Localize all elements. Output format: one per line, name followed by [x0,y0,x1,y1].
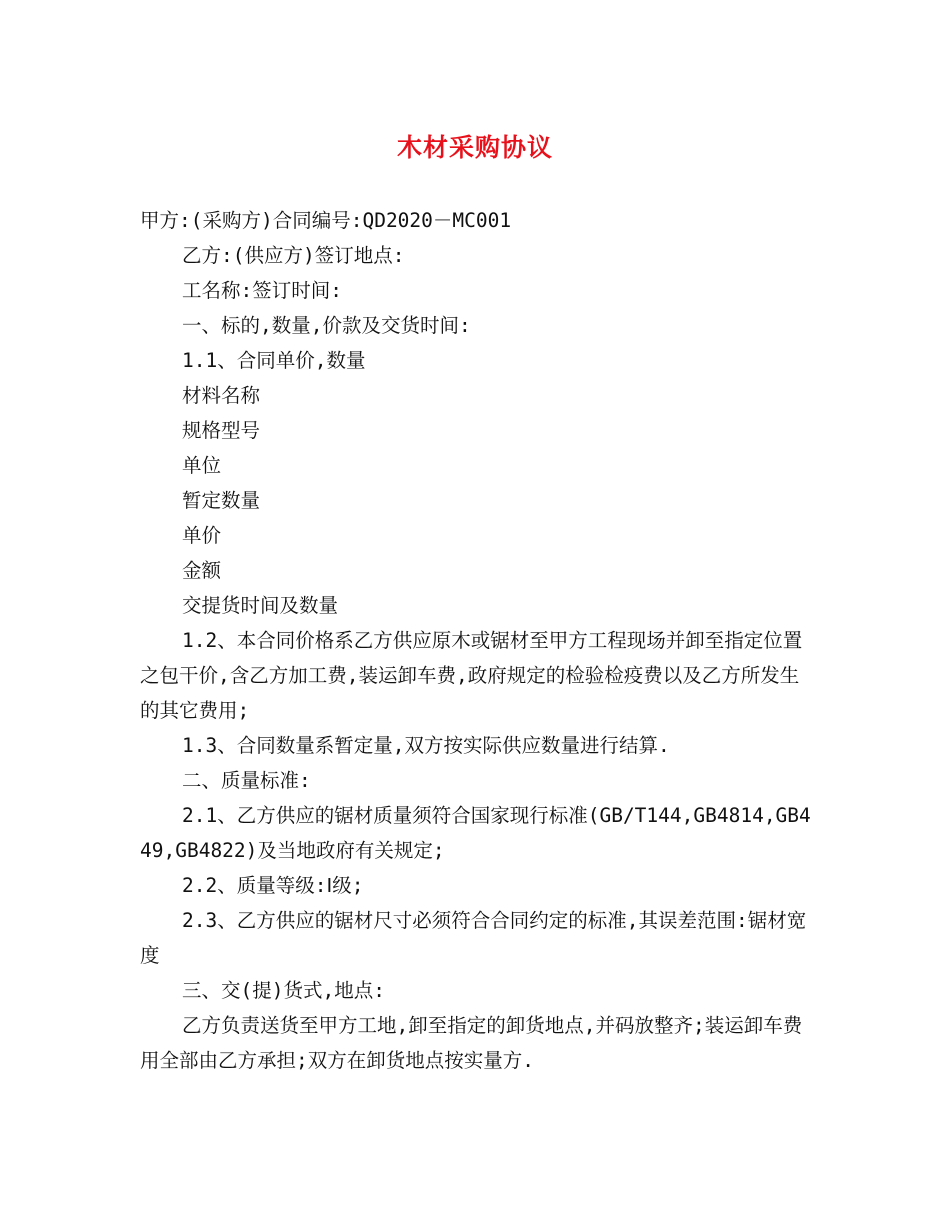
list-item-spec-model: 规格型号 [182,419,261,442]
list-item-amount: 金额 [182,559,222,582]
clause-2-1: 2.1、乙方供应的锯材质量须符合国家现行标准(GB/T144,GB4814,GB449,GB4822)及当地政府有关规定; [140,804,811,862]
clause-3-body: 乙方负责送货至甲方工地,卸至指定的卸货地点,并码放整齐;装运卸车费用全部由乙方承担;双方在卸货地点按实量方. [140,1014,803,1072]
clause-2-2: 2.2、质量等级:Ⅰ级; [182,874,364,897]
paragraph-project-name: 工名称:签订时间: [182,279,342,302]
section-heading-1: 一、标的,数量,价款及交货时间: [182,314,471,337]
clause-2-3: 2.3、乙方供应的锯材尺寸必须符合合同约定的标准,其误差范围:锯材宽度 [140,909,807,967]
document-body [140,203,812,1078]
list-item-delivery-time: 交提货时间及数量 [182,594,339,617]
document-title: 木材采购协议 [396,133,553,162]
section-heading-2: 二、质量标准: [182,769,311,792]
list-item-unit-price: 单价 [182,524,222,547]
paragraph-party-a: 甲方:(采购方)合同编号:QD2020－MC001 [140,209,512,232]
list-item-material-name: 材料名称 [182,384,261,407]
section-heading-3: 三、交(提)货式,地点: [182,979,385,1002]
list-item-unit: 单位 [182,454,222,477]
clause-1-3: 1.3、合同数量系暂定量,双方按实际供应数量进行结算. [182,734,670,757]
paragraph-party-b: 乙方:(供应方)签订地点: [182,244,405,267]
list-item-tentative-quantity: 暂定数量 [182,489,261,512]
clause-1-1: 1.1、合同单价,数量 [182,349,366,372]
clause-1-2: 1.2、本合同价格系乙方供应原木或锯材至甲方工程现场并卸至指定位置之包干价,含乙方加工费,装运卸车费,政府规定的检验检疫费以及乙方所发生的其它费用; [140,629,803,722]
